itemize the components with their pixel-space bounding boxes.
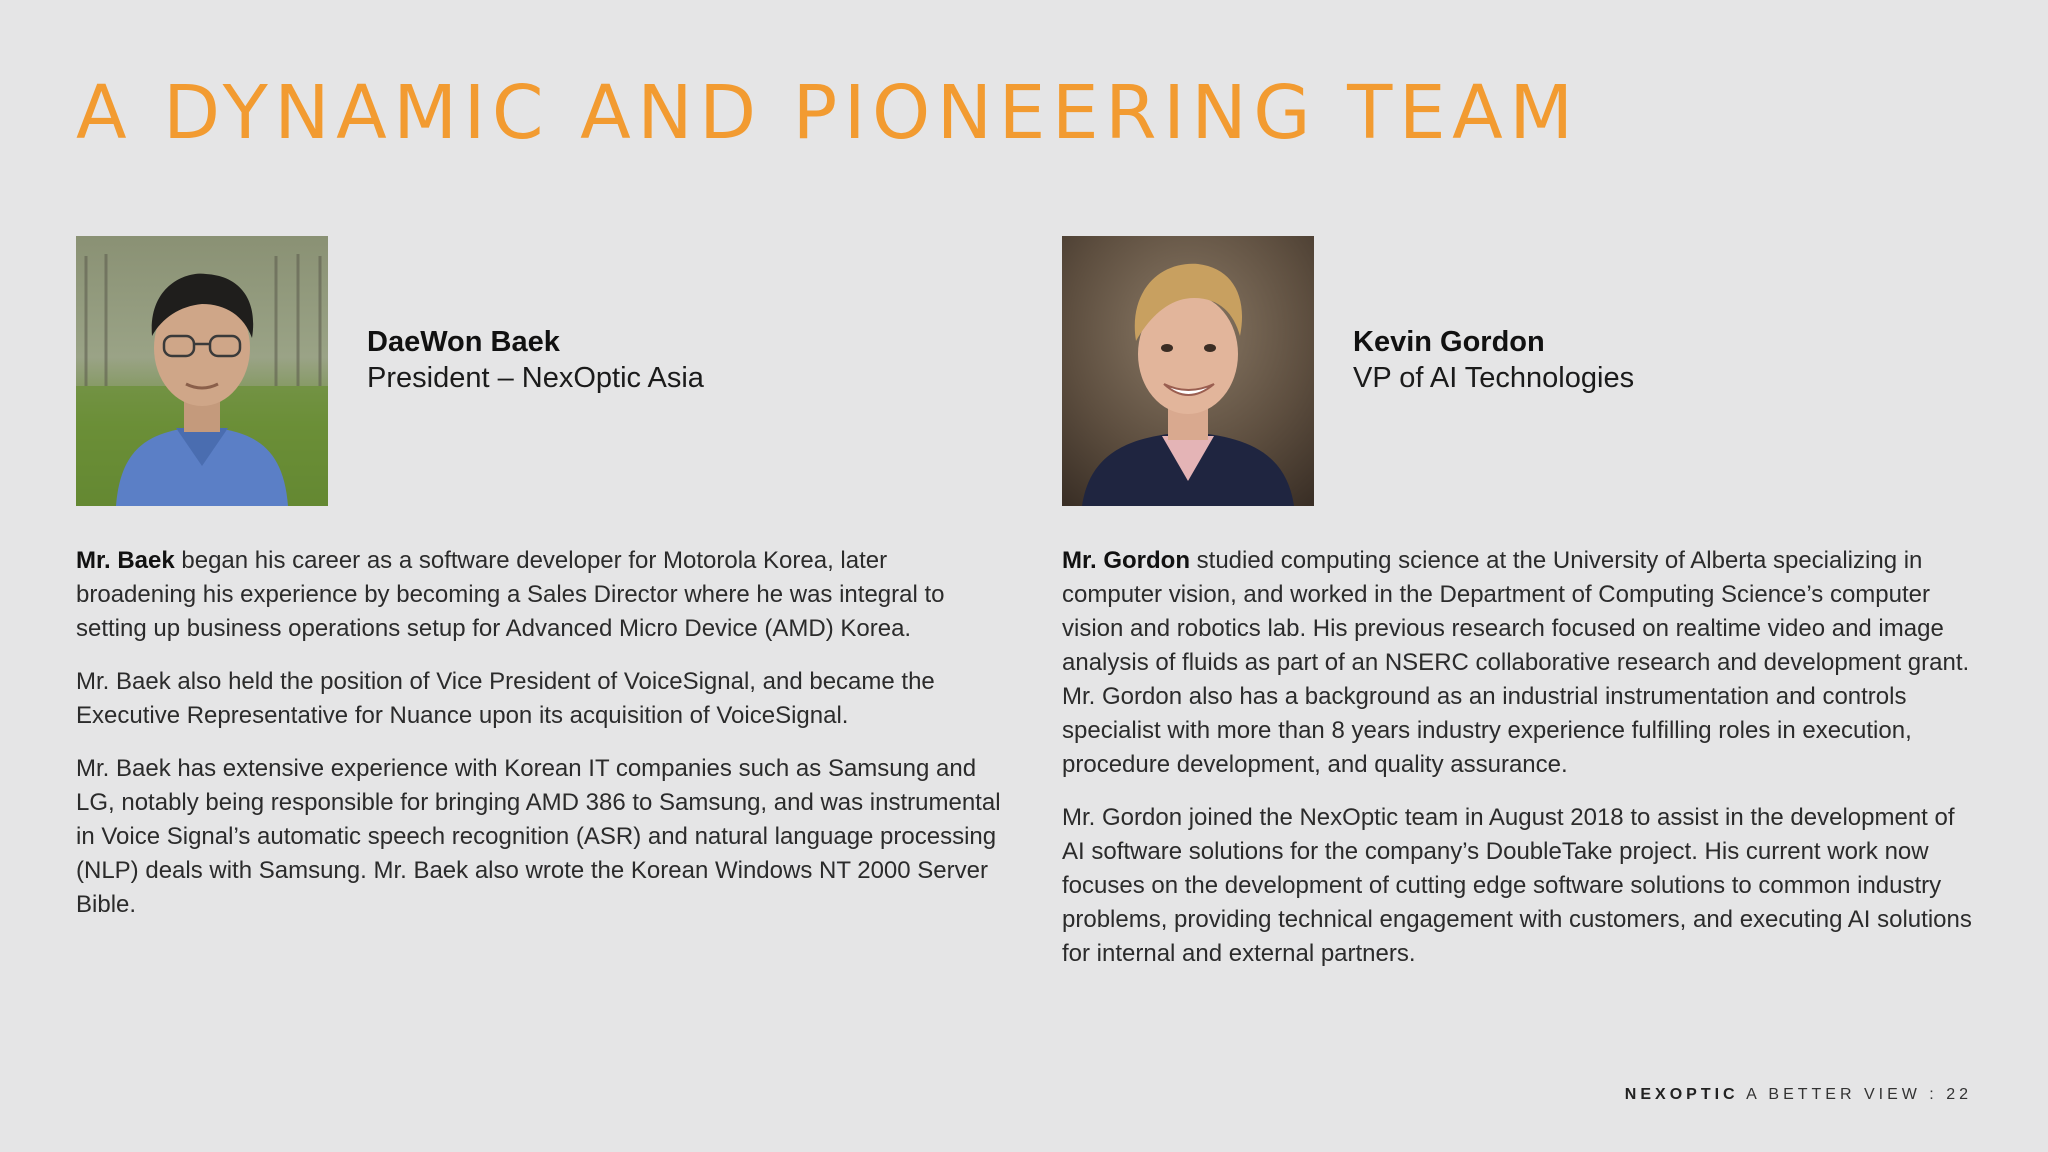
bio-paragraph: Mr. Gordon joined the NexOptic team in August 2018 to assist in the development of AI software solutions for the company’s DoubleTake project. His current work now focuses on the development of cutting edge software solutions to common industry problems, providing technical engagement with customers, and executing AI solutions for internal and external partners. <box>1062 804 1972 967</box>
person-name: Kevin Gordon <box>1353 326 1545 358</box>
bio-lead-name: Mr. Baek <box>76 547 175 574</box>
portrait-photo-gordon <box>1062 236 1314 506</box>
footer-tagline: A BETTER VIEW <box>1746 1086 1921 1103</box>
person-name: DaeWon Baek <box>367 326 560 358</box>
person-role: President – NexOptic Asia <box>367 362 704 394</box>
portrait-photo-baek <box>76 236 328 506</box>
person-role: VP of AI Technologies <box>1353 362 1635 394</box>
bio-paragraph: Mr. Baek also held the position of Vice President of VoiceSignal, and became the Executive Representative for Nuance upon its acquisition of VoiceSignal. <box>76 668 935 729</box>
slide-footer <box>1625 1086 1972 1104</box>
name-block-baek <box>367 324 704 396</box>
bio-text: began his career as a software developer for Motorola Korea, later broadening his experience by becoming a Sales Director where he was integral to setting up business operations setup for Advanced Micro Device (AMD) Korea. <box>76 547 945 642</box>
footer-separator: : <box>1929 1086 1938 1103</box>
bio-paragraph <box>1062 544 1982 782</box>
bio-paragraph: Mr. Baek has extensive experience with Korean IT companies such as Samsung and LG, notably being responsible for bringing AMD 386 to Samsung, and was instrumental in Voice Signal’s automatic speech recognition (ASR) and natural language processing (NLP) deals with Samsung. Mr. Baek also wrote the Korean Windows NT 2000 Server Bible. <box>76 755 1001 918</box>
bio-paragraph <box>76 544 1006 646</box>
footer-brand: NEXOPTIC <box>1624 1086 1739 1103</box>
page-number: 22 <box>1946 1086 1972 1103</box>
bio-lead-name: Mr. Gordon <box>1062 547 1190 574</box>
bio-text: studied computing science at the University of Alberta specializing in computer vision, and worked in the Department of Computing Science’s computer vision and robotics lab. His previous research focused on realtime video and image analysis of fluids as part of an NSERC collaborative research and development grant. Mr. Gordon also has a background as an industrial instrumentation and controls specialist with more than 8 years industry experience fulfilling roles in execution, procedure development, and quality assurance. <box>1062 547 1970 778</box>
bio-baek <box>76 544 1006 941</box>
slide-title: A DYNAMIC AND PIONEERING TEAM <box>76 70 1580 156</box>
name-block-gordon <box>1353 324 1634 396</box>
bio-gordon <box>1062 544 1982 990</box>
